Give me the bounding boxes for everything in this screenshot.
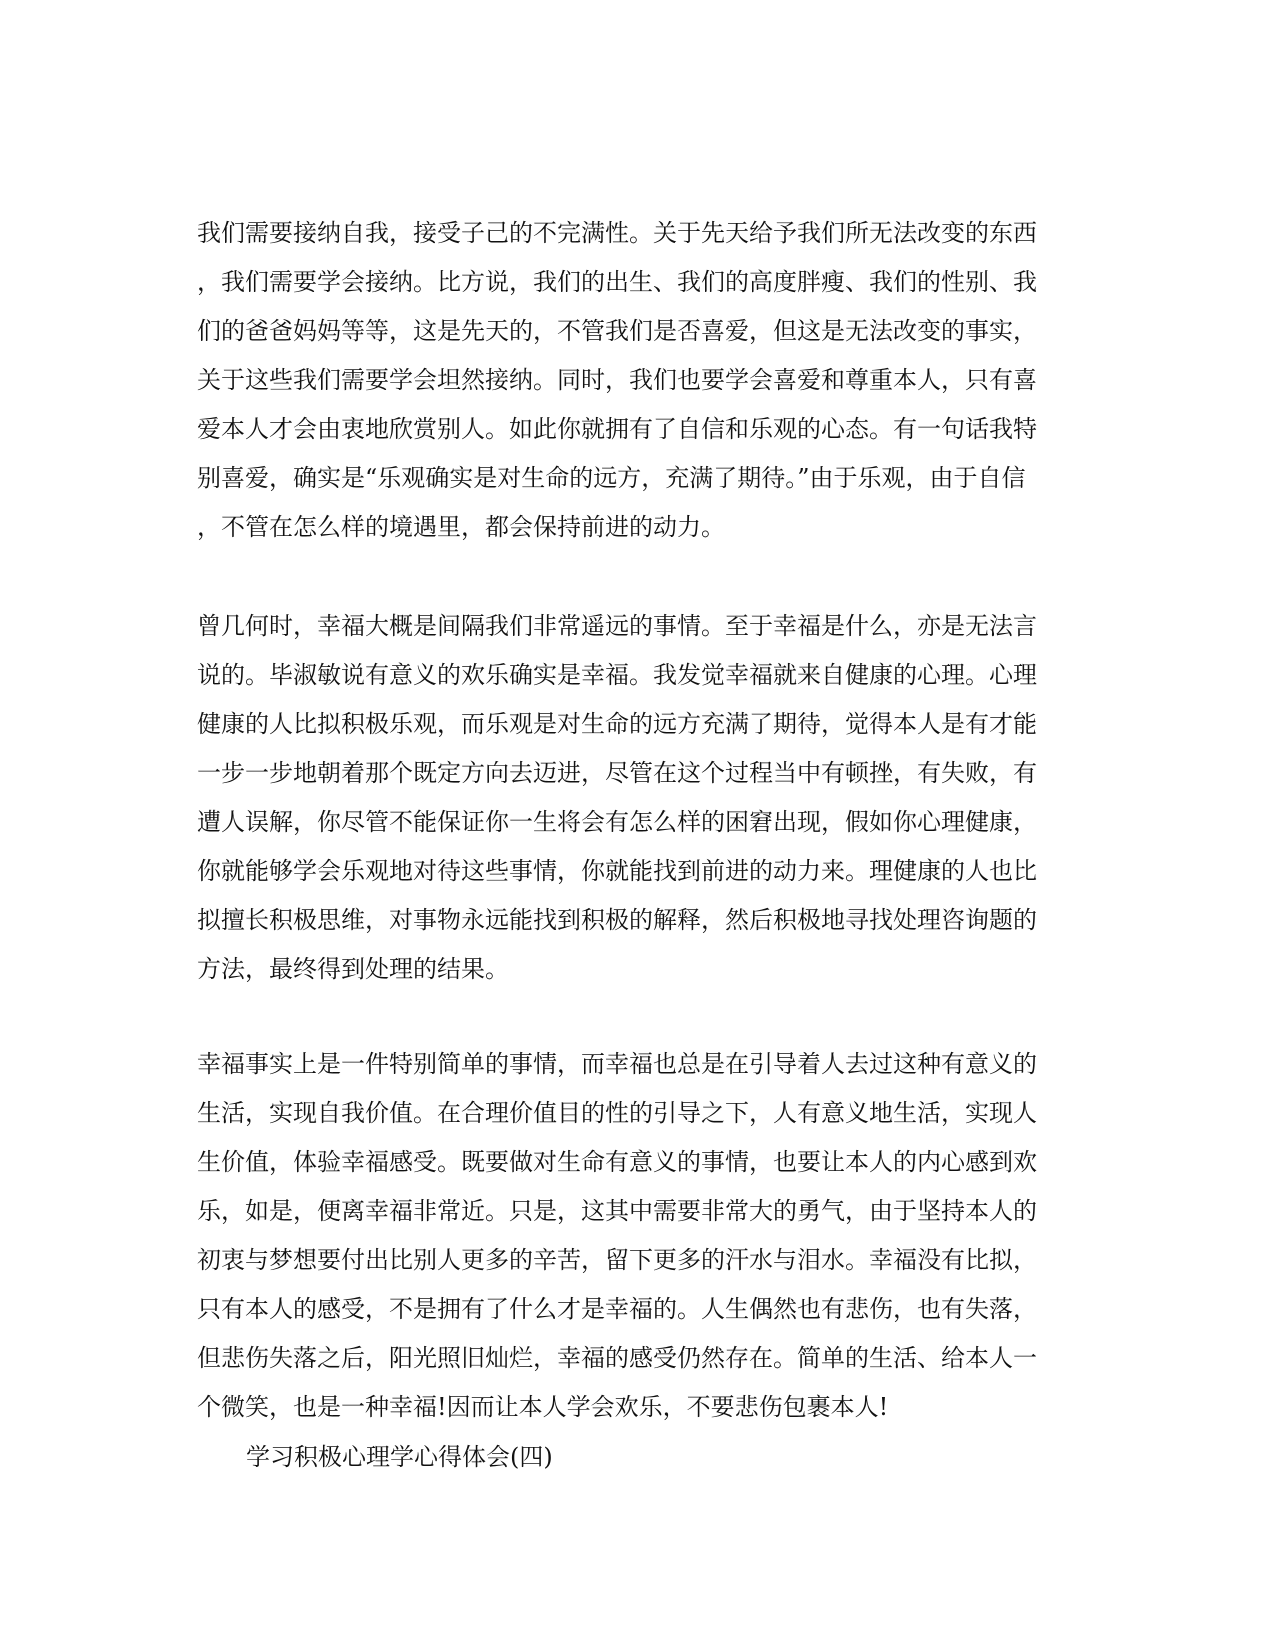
text-line: 们的爸爸妈妈等等，这是先天的，不管我们是否喜爱，但这是无法改变的事实， [197, 317, 1037, 345]
text-line: 个微笑，也是一种幸福!因而让本人学会欢乐，不要悲伤包裹本人! [197, 1393, 889, 1421]
text-line: 但悲伤失落之后，阳光照旧灿烂，幸福的感受仍然存在。简单的生活、给本人一 [197, 1344, 1037, 1372]
text-line: 遭人误解，你尽管不能保证你一生将会有怎么样的困窘出现，假如你心理健康， [197, 808, 1037, 836]
text-line: 爱本人才会由衷地欣赏别人。如此你就拥有了自信和乐观的心态。有一句话我特 [197, 415, 1037, 443]
text-line: 别喜爱，确实是“乐观确实是对生命的远方，充满了期待。”由于乐观，由于自信 [197, 464, 1026, 492]
paragraph-happiness-health [197, 602, 1077, 994]
text-line: 你就能够学会乐观地对待这些事情，你就能找到前进的动力来。理健康的人也比 [197, 857, 1037, 885]
paragraph-simple-happiness [197, 1040, 1077, 1432]
text-line: 关于这些我们需要学会坦然接纳。同时，我们也要学会喜爱和尊重本人，只有喜 [197, 366, 1037, 394]
text-line: 方法，最终得到处理的结果。 [197, 955, 509, 983]
text-line: 初衷与梦想要付出比别人更多的辛苦，留下更多的汗水与泪水。幸福没有比拟， [197, 1246, 1037, 1274]
text-line: 幸福事实上是一件特别简单的事情，而幸福也总是在引导着人去过这种有意义的 [197, 1050, 1037, 1078]
text-line: 生价值，体验幸福感受。既要做对生命有意义的事情，也要让本人的内心感到欢 [197, 1148, 1037, 1176]
text-line: 健康的人比拟积极乐观，而乐观是对生命的远方充满了期待，觉得本人是有才能 [197, 710, 1037, 738]
text-line: ，不管在怎么样的境遇里，都会保持前进的动力。 [197, 513, 725, 541]
text-line: 拟擅长积极思维，对事物永远能找到积极的解释，然后积极地寻找处理咨询题的 [197, 906, 1037, 934]
section-heading: 学习积极心理学心得体会(四) [246, 1443, 553, 1471]
text-line: ，我们需要学会接纳。比方说，我们的出生、我们的高度胖瘦、我们的性别、我 [197, 268, 1037, 296]
text-line: 说的。毕淑敏说有意义的欢乐确实是幸福。我发觉幸福就来自健康的心理。心理 [197, 661, 1037, 689]
text-line: 我们需要接纳自我，接受子己的不完满性。关于先天给予我们所无法改变的东西 [197, 219, 1037, 247]
text-line: 曾几何时，幸福大概是间隔我们非常遥远的事情。至于幸福是什么，亦是无法言 [197, 612, 1037, 640]
text-line: 只有本人的感受，不是拥有了什么才是幸福的。人生偶然也有悲伤，也有失落， [197, 1295, 1037, 1323]
text-line: 生活，实现自我价值。在合理价值目的性的引导之下，人有意义地生活，实现人 [197, 1099, 1037, 1127]
text-line: 乐，如是，便离幸福非常近。只是，这其中需要非常大的勇气，由于坚持本人的 [197, 1197, 1037, 1225]
text-line: 一步一步地朝着那个既定方向去迈进，尽管在这个过程当中有顿挫，有失败，有 [197, 759, 1037, 787]
paragraph-self-acceptance [197, 209, 1077, 552]
